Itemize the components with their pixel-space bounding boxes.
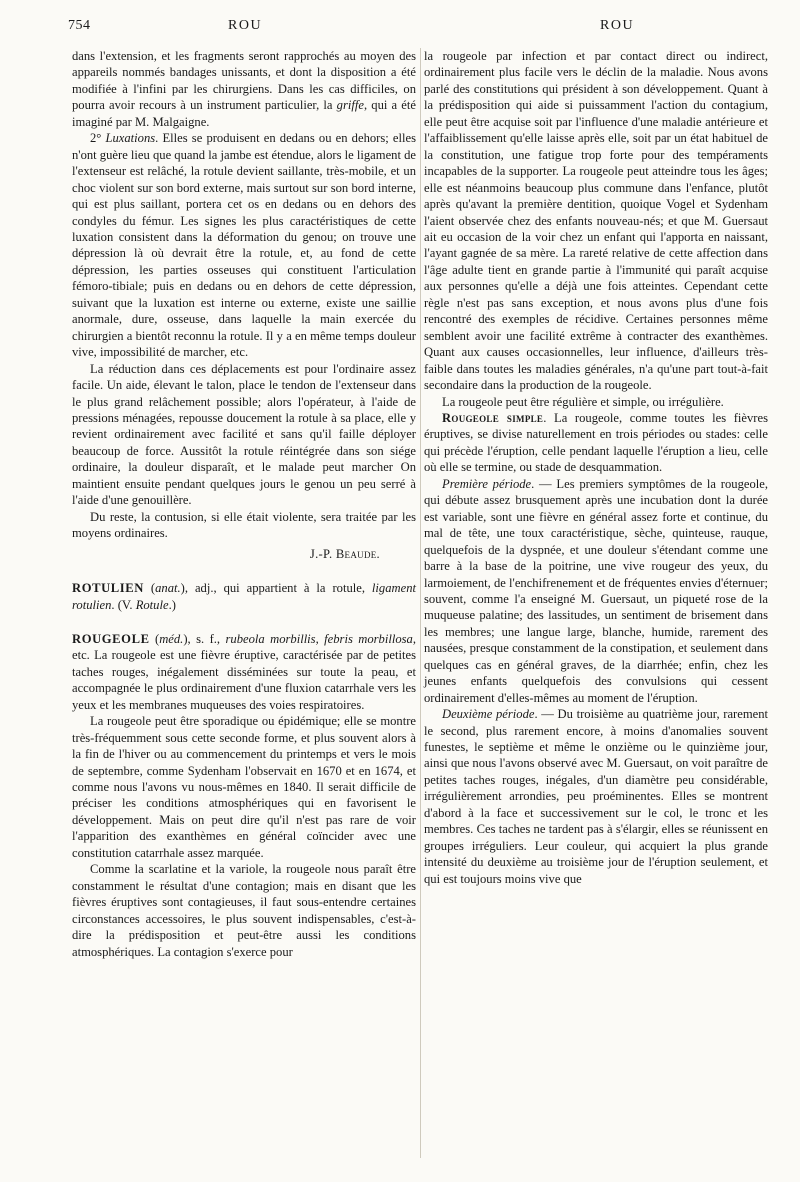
paragraph-contusion: Du reste, la contusion, si elle était violente, sera traitée par les moyens ordinaires. xyxy=(72,509,416,541)
subheading-deuxieme-periode: Deuxième période xyxy=(442,707,535,722)
column-divider xyxy=(420,48,421,1158)
entry-rougeole: ROUGEOLE (méd.), s. f., rubeola morbillis, febris morbillosa, etc. La rougeole est une fièvre éruptive, caractérisée par de petites taches rouges, inégalement disséminées sur toute la peau, et accompagnée le plus ordinairement d'une fluxion catarrhale vers les yeux et les membranes muqueuses des voies respiratoires. xyxy=(72,631,417,712)
subheading-rougeole-simple: Rougeole simple xyxy=(442,410,544,425)
section-label-luxations: Luxations xyxy=(105,131,156,146)
paragraph-reduction: La réduction dans ces déplacements est pour l'ordinaire assez facile. Un aide, élevant le talon, place le tendon de l'extenseur dans le plus grand relâchement possible; alors l'opérateur, à l'aide de pressions ménagées, repousse doucement la rotule à sa place, elle y revient ordinairement avec facilité et sans qu'il faille déployer beaucoup de force. Aussitôt la rotule réintégrée dans son siége ordinaire, la douleur disparaît, et le malade peut marcher On maintient ensuite pendant quelques jours le genou un peu serré à l'aide d'une genouillère. xyxy=(72,361,416,508)
paragraph-deuxieme-periode: Deuxième période. — Du troisième au quatrième jour, rarement le second, plus rarement encore, à moins d'anomalies souvent funestes, le septième et même le onzième ou le quinzième jour, ainsi que nous l'avons observé avec M. Guersaut, on voit paraître de petites taches rouges, inégales, d'un diamètre peu considérable, irrégulièrement arrondies, peu proéminentes. Elles se montrent d'abord à la face et successivement sur le col, le tronc et les membres. Ces taches ne tardent pas à s'élargir, elles se réunissent en groupes irréguliers. Leur couleur, qui acquiert la plus grande intensité du deuxième au troisième jour de l'éruption seulement, et qui est toujours moins vive que xyxy=(424,707,769,886)
paragraph-reguliere: La rougeole peut être régulière et simple, ou irrégulière. xyxy=(442,394,724,409)
italic-term: griffe xyxy=(336,98,364,113)
paragraph-predisposition: la rougeole par infection et par contact direct ou indirect, ordinairement plus facile vers le déclin de la maladie. Nous avons parlé des constitutions qui président à son développement. Quant à la prédisposition qui aide si puissamment l'action du contagium, elle peut être acquise soit par l'influence d'une maladie antérieure et l'affaiblissement qu'elle laisse après elle, soit par un état habituel de la constitution, une fatigue trop forte pour des tempéraments incapables de la supporter. La rougeole peut atteindre tous les âges; elle est néanmoins beaucoup plus commune dans l'enfance, plutôt après qu'avant la première dentition, quoique Vogel et Sydenham l'aient observée chez des enfants nouveau-nés; et que M. Guersaut ait eu occasion de la voir chez un enfant qui l'apporta en naissant, l'ayant gagnée de sa mère. La rareté relative de cette affection dans l'âge adulte tient en grande partie à l'immunité qui paraît acquise aux personnes qu'elle a déjà une fois atteintes. Cependant cette règle n'est pas sans exception, et nous avons plus d'une fois rencontré des exemples de récidive. Certaines personnes même semblent avoir une facilité extrême à contracter des exanthèmes. Quant aux causes occasionnelles, leur influence, d'ailleurs très-faible dans toutes les maladies générales, n'a qu'une part tout-à-fait secondaire dans la production de la rougeole. xyxy=(424,49,768,393)
paragraph-fracture-end: dans l'extension, et les fragments seront rapprochés au moyen des appareils nommés bandages unissants, et dont la disposition a été modifiée à l'infini par les chirurgiens. Dans les cas difficiles, on pourra avoir recours à un instrument particulier, la griffe, qui a été imaginé par M. Malgaigne. xyxy=(72,49,416,129)
right-column xyxy=(424,48,768,887)
left-column xyxy=(72,48,416,960)
cross-reference: Rotule xyxy=(135,597,169,612)
running-head-left: ROU xyxy=(228,18,263,33)
paragraph-luxations: 2° Luxations. Elles se produisent en dedans ou en dehors; elles n'ont guère lieu que quand la jambe est étendue, alors le ligament de l'extenseur est relâché, la rotule devient saillante, très-mobile, et un choc violent sur son bord externe, mais surtout sur son bord interne, qui est plus saillant, portera cet os en dedans ou en dehors des condyles du fémur. Les signes les plus caractéristiques de cette luxation consistent dans la déformation du genou; on trouve une dépression là où devrait être la rotule, et, au fond de cette dépression, les parties osseuses qui constituent l'articulation fémoro-tibiale; puis en dedans ou en dehors de cette dépression, suivant que la luxation est interne ou externe, existe une saillie anormale, dure, osseuse, dans laquelle la main exercée du chirurgien a bientôt reconnu la rotule. Il y a en même temps douleur vive, impossibilité de marcher, etc. xyxy=(72,131,416,360)
running-head-right: ROU xyxy=(600,18,635,33)
entry-rotulien: ROTULIEN (anat.), adj., qui appartient à la rotule, ligament rotulien. (V. Rotule.) xyxy=(72,581,416,612)
subheading-premiere-periode: Première période xyxy=(442,476,532,491)
headword-rougeole: ROUGEOLE xyxy=(72,631,150,646)
paragraph-contagion: Comme la scarlatine et la variole, la rougeole nous paraît être constamment le résultat d'une contagion; mais en disant que les fièvres éruptives sont contagieuses, il faut sous-entendre certaines circonstances accessoires, le plus souvent indispensables, c'est-à-dire la prédisposition et peut-être aussi les conditions atmosphériques. La contagion s'exerce pour xyxy=(72,862,416,959)
paragraph-rougeole-simple: Rougeole simple. La rougeole, comme toutes les fièvres éruptives, se divise naturellement en trois périodes ou stades: celle qui précède l'éruption, celle pendant laquelle l'éruption a lieu, celle où elle se termine, ou stade de desquammation. xyxy=(424,410,768,475)
paragraph-sporadique: La rougeole peut être sporadique ou épidémique; elle se montre très-fréquemment sous cette seconde forme, et plus souvent alors à la fin de l'hiver ou au commencement du printemps et vers le mois de septembre, comme Sydenham l'observait en 1670 et en 1674, et comme nous l'avons vu nous-mêmes en 1840. Il serait difficile de préciser les conditions atmosphériques qui en favorisent le développement. Mais on peut dire qu'il n'est pas rare de voir l'apparition des exanthèmes en général coïncider avec une constitution catarrhale assez marquée. xyxy=(72,714,416,860)
author-signature: J.-P. Beaude. xyxy=(309,546,380,561)
page-number: 754 xyxy=(68,18,91,33)
headword-rotulien: ROTULIEN xyxy=(72,581,144,596)
paragraph-premiere-periode: Première période. — Les premiers symptômes de la rougeole, qui débute assez brusquement après une incubation dont la durée est variable, sont une fièvre en général assez forte et continue, du mal de tête, une toux caractéristique, sèche, quinteuse, rauque, quelquefois de la dyspnée, et une douleur s'étendant comme une barre à la base de la poitrine, une vive rougeur des yeux, du larmoiement, de l'enchifrenement et de fréquentes envies d'éternuer; souvent, comme l'a enseigné M. Guersaut, un piqueté rose de la muqueuse palatine; des lassitudes, un sentiment de brisement dans les membres; une langue large, blanche, humide, rarement des nausées, presque constamment de la constipation, et seulement dans quelques cas en général graves, de la diarrhée; enfin, chez les jeunes enfants quelquefois des convulsions qui cessent ordinairement d'elles-mêmes au moment de l'éruption. xyxy=(424,476,768,705)
